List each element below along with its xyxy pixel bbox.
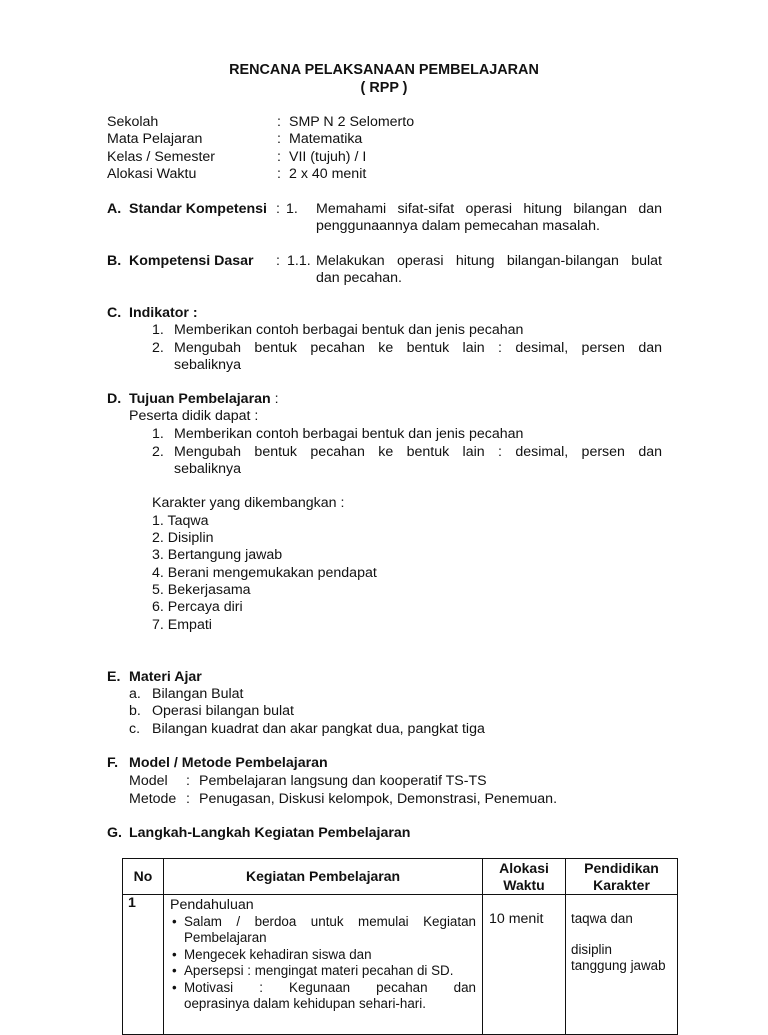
section-intro: Peserta didik dapat : xyxy=(129,408,259,424)
karakter-item: 1. Taqwa xyxy=(152,513,209,529)
header-karakter-line2: Karakter xyxy=(593,876,650,893)
list-item xyxy=(170,914,476,947)
section-heading: Materi Ajar xyxy=(129,669,202,685)
competency-text: penggunaannya dalam pemecahan masalah. xyxy=(316,218,600,234)
karakter-item: 6. Percaya diri xyxy=(152,599,243,615)
identity-label: Mata Pelajaran xyxy=(107,131,203,147)
metode-value: Penugasan, Diskusi kelompok, Demonstrasi, Penemuan. xyxy=(199,791,558,807)
header-no: No xyxy=(123,859,164,895)
list-item xyxy=(170,980,476,1013)
model-sep: : xyxy=(186,773,190,789)
activity-list xyxy=(170,914,476,1014)
activity-text: oeprasinya dalam kehidupan sehari-hari. xyxy=(184,996,426,1012)
header-karakter xyxy=(566,859,678,895)
kegiatan-table xyxy=(122,858,678,1035)
item-number: 1.1. xyxy=(287,253,311,269)
table-header-row xyxy=(123,859,678,895)
list-item: Bilangan kuadrat dan akar pangkat dua, pangkat tiga xyxy=(152,721,485,737)
bullet: • xyxy=(172,963,177,979)
header-karakter-line1: Pendidikan xyxy=(584,859,659,876)
karakter-item: 3. Bertangung jawab xyxy=(152,547,283,563)
karakter-value: tanggung jawab xyxy=(571,958,666,973)
item-number: 1. xyxy=(152,426,164,442)
bullet: • xyxy=(172,979,177,995)
identity-value: Matematika xyxy=(289,131,363,147)
section-sep: : xyxy=(276,201,280,217)
row-kegiatan xyxy=(164,895,483,1035)
section-letter: C. xyxy=(107,305,122,321)
section-letter: G. xyxy=(107,825,122,841)
list-item: Mengubah bentuk pecahan ke bentuk lain : desimal, persen dan xyxy=(174,340,662,356)
section-colon: : xyxy=(270,391,279,407)
item-letter: b. xyxy=(129,703,141,719)
competency-text: Melakukan operasi hitung bilangan-bilangan bulat xyxy=(316,253,662,269)
identity-sep: : xyxy=(277,114,281,130)
row-number: 1 xyxy=(123,895,164,1035)
header-alokasi-line1: Alokasi xyxy=(499,859,549,876)
item-number: 2. xyxy=(152,444,164,460)
identity-sep: : xyxy=(277,166,281,182)
metode-label: Metode xyxy=(129,791,177,807)
activity-text: Mengecek kehadiran siswa dan xyxy=(184,946,372,962)
section-sep: : xyxy=(276,253,280,269)
header-kegiatan: Kegiatan Pembelajaran xyxy=(164,859,483,895)
karakter-item: 7. Empati xyxy=(152,617,212,633)
karakter-item: 4. Berani mengemukakan pendapat xyxy=(152,565,377,581)
karakter-item: 2. Disiplin xyxy=(152,530,214,546)
section-heading: Standar Kompetensi xyxy=(129,201,267,217)
list-item xyxy=(170,947,476,964)
section-heading: Langkah-Langkah Kegiatan Pembelajaran xyxy=(129,825,411,841)
page-subtitle: ( RPP ) xyxy=(360,80,408,96)
list-item: sebaliknya xyxy=(174,461,242,477)
section-heading: Kompetensi Dasar xyxy=(129,253,254,269)
page-title: RENCANA PELAKSANAAN PEMBELAJARAN xyxy=(229,62,539,78)
karakter-value: disiplin xyxy=(571,942,612,957)
section-letter: B. xyxy=(107,253,122,269)
list-item: Bilangan Bulat xyxy=(152,686,244,702)
model-value: Pembelajaran langsung dan kooperatif TS-TS xyxy=(199,773,487,789)
activity-text: Apersepsi : mengingat materi pecahan di SD. xyxy=(184,963,454,979)
row-karakter xyxy=(566,895,678,1035)
section-letter: D. xyxy=(107,391,122,407)
competency-text: dan pecahan. xyxy=(316,270,402,286)
metode-sep: : xyxy=(186,791,190,807)
table-row xyxy=(123,895,678,1035)
karakter-value: taqwa dan xyxy=(571,911,633,926)
competency-text: Memahami sifat-sifat operasi hitung bilangan dan xyxy=(316,201,662,217)
section-letter: A. xyxy=(107,201,122,217)
item-letter: a. xyxy=(129,686,141,702)
section-heading: Model / Metode Pembelajaran xyxy=(129,755,328,771)
identity-sep: : xyxy=(277,149,281,165)
identity-label: Alokasi Waktu xyxy=(107,166,197,182)
identity-value: SMP N 2 Selomerto xyxy=(289,114,415,130)
list-item: sebaliknya xyxy=(174,357,242,373)
list-item: Memberikan contoh berbagai bentuk dan jenis pecahan xyxy=(174,426,524,442)
identity-value: 2 x 40 menit xyxy=(289,166,367,182)
identity-value: VII (tujuh) / I xyxy=(289,149,367,165)
header-alokasi xyxy=(483,859,566,895)
bullet: • xyxy=(172,913,177,929)
list-item: Operasi bilangan bulat xyxy=(152,703,294,719)
row-waktu: 10 menit xyxy=(483,895,566,1035)
section-letter: F. xyxy=(107,755,119,771)
identity-label: Kelas / Semester xyxy=(107,149,216,165)
list-item: Memberikan contoh berbagai bentuk dan jenis pecahan xyxy=(174,322,524,338)
section-letter: E. xyxy=(107,669,121,685)
model-label: Model xyxy=(129,773,168,789)
activity-text: Pembelajaran xyxy=(184,930,267,946)
identity-sep: : xyxy=(277,131,281,147)
item-letter: c. xyxy=(129,721,141,737)
list-item xyxy=(170,963,476,980)
identity-label: Sekolah xyxy=(107,114,159,130)
header-alokasi-line2: Waktu xyxy=(503,876,545,893)
item-number: 1. xyxy=(286,201,298,217)
item-number: 1. xyxy=(152,322,164,338)
activity-text: Motivasi : Kegunaan pecahan dan xyxy=(184,979,476,995)
bullet: • xyxy=(172,946,177,962)
section-heading: Tujuan Pembelajaran xyxy=(129,391,271,407)
activity-text: Salam / berdoa untuk memulai Kegiatan xyxy=(184,913,476,929)
row-title: Pendahuluan xyxy=(170,897,254,913)
item-number: 2. xyxy=(152,340,164,356)
karakter-item: 5. Bekerjasama xyxy=(152,582,251,598)
karakter-heading: Karakter yang dikembangkan : xyxy=(152,495,345,511)
list-item: Mengubah bentuk pecahan ke bentuk lain : desimal, persen dan xyxy=(174,444,662,460)
section-heading-line xyxy=(129,391,279,408)
section-heading: Indikator : xyxy=(129,305,198,321)
